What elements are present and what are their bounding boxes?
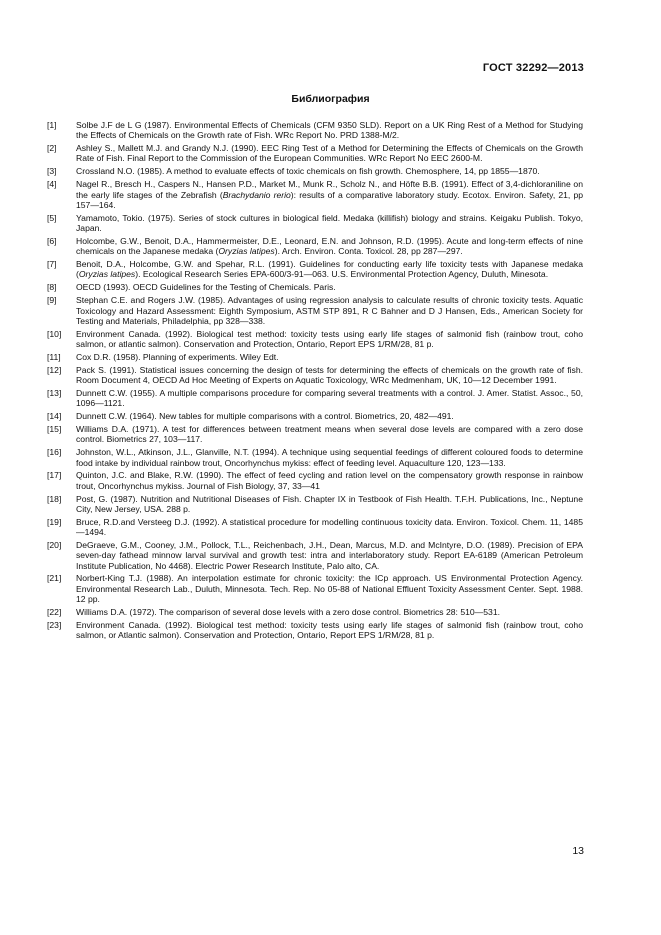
- reference-text: [76, 236, 583, 257]
- reference-item: [47, 447, 583, 468]
- reference-species-name: Oryzias latipes: [78, 269, 136, 280]
- reference-item: [47, 179, 583, 210]
- page-number: 13: [572, 845, 584, 857]
- reference-item: [47, 494, 583, 515]
- reference-number: [16]: [47, 447, 62, 458]
- reference-number: [3]: [47, 166, 57, 177]
- reference-text-segment: Post, G. (1987). Nutrition and Nutritional Diseases of Fish. Chapter IX in Testbook of Fish Health. T.F.H. Publications, Inc., Neptune City, New Jersey, USA. 288 p.: [76, 493, 583, 514]
- reference-text: [76, 352, 583, 362]
- reference-item: [47, 573, 583, 604]
- reference-text-segment: Holcombe, G.W., Benoit, D.A., Hammermeister, D.E., Leonard, E.N. and Johnson, R.D. (1995). Acute and long-term effects of nine chemicals on the Japanese medaka (: [76, 235, 583, 257]
- reference-number: [13]: [47, 387, 62, 398]
- reference-number: [9]: [47, 295, 57, 306]
- reference-text: [76, 447, 583, 468]
- reference-number: [21]: [47, 573, 62, 584]
- reference-text-segment: Environment Canada. (1992). Biological test method: toxicity tests using early life stages of salmonid fish (rainbow trout, coho salmon, or atlantic salmon). Conservation and Protection, Ontario, Report EPS 1/RM/28, 81 p.: [76, 328, 583, 349]
- reference-text: [76, 607, 583, 617]
- reference-text-segment: Benoit, D.A., Holcombe, G.W. and Spehar, R.L. (1991). Guidelines for conducting early life toxicity tests with Japanese medaka (: [76, 259, 583, 280]
- reference-text: [76, 143, 583, 164]
- bibliography-list: [47, 120, 583, 643]
- reference-item: [47, 295, 583, 326]
- reference-text: [76, 517, 583, 538]
- reference-number: [14]: [47, 411, 62, 422]
- reference-text: [76, 494, 583, 515]
- reference-text: [76, 540, 583, 571]
- reference-number: [6]: [47, 235, 57, 246]
- reference-item: [47, 411, 583, 421]
- section-title: Библиография: [291, 93, 370, 105]
- reference-text-segment: Bruce, R.D.and Versteeg D.J. (1992). A statistical procedure for modelling continuous toxicity data. Environ. Toxicol. Chem. 11, 1485—1494.: [76, 516, 583, 538]
- reference-number: [23]: [47, 619, 62, 630]
- reference-text: [76, 120, 583, 141]
- reference-text: [76, 573, 583, 604]
- reference-item: [47, 282, 583, 292]
- document-code: ГОСТ 32292—2013: [482, 62, 584, 74]
- reference-species-name: Brachydanio rerio: [222, 189, 291, 200]
- reference-text: [76, 259, 583, 280]
- reference-item: [47, 352, 583, 362]
- reference-text-segment: Williams D.A. (1972). The comparison of several dose levels with a zero dose control. Biometrics 28: 510—531.: [76, 606, 500, 617]
- reference-text: [76, 282, 583, 292]
- reference-item: [47, 365, 583, 386]
- reference-number: [7]: [47, 259, 57, 270]
- reference-text-segment: Dunnett C.W. (1964). New tables for multiple comparisons with a control. Biometrics, 20, 482—491.: [76, 411, 454, 422]
- reference-number: [19]: [47, 516, 62, 527]
- reference-item: [47, 236, 583, 257]
- reference-number: [17]: [47, 470, 62, 481]
- reference-number: [5]: [47, 212, 57, 223]
- reference-text: [76, 329, 583, 350]
- reference-text-segment: Stephan C.E. and Rogers J.W. (1985). Advantages of using regression analysis to calculate results of chronic toxicity tests. Aquatic Toxicology and Hazard Assessment: Eighth Symposium, ASTM STP 891, R C Bahner and D J Hansen, Eds., American Society for Testing and Materials, Philadelphia, pp 328—338.: [76, 295, 583, 326]
- reference-number: [22]: [47, 606, 62, 617]
- reference-text-segment: ). Arch. Environ. Conta. Toxicol. 28, pp 287—297.: [274, 246, 463, 257]
- reference-text: [76, 295, 583, 326]
- reference-text-segment: Environment Canada. (1992). Biological test method: toxicity tests using early life stages of salmonid fish (rainbow trout, coho salmon, or Atlantic salmon). Conservation and Protection, Ontario, Report EPS 1/RM/28, 81 p.: [76, 619, 583, 641]
- reference-item: [47, 424, 583, 445]
- reference-text: [76, 620, 583, 641]
- reference-text-segment: Ashley S., Mallett M.J. and Grandy N.J. (1990). EEC Ring Test of a Method for Determining the Effects of Chemicals on the Growth Rate of Fish. Final Report to the Commission of the European Communities. WRc Report No EEC 2600-M.: [76, 143, 583, 164]
- reference-item: [47, 388, 583, 409]
- reference-text-segment: Solbe J.F de L G (1987). Environmental Effects of Chemicals (CFM 9350 SLD). Report on a UK Ring Rest of a Method for Studying the Effects of Chemicals on the Growth rate of Fish. WRc Report No. PRD 1388-M/2.: [76, 120, 583, 141]
- reference-number: [20]: [47, 539, 62, 550]
- reference-item: [47, 166, 583, 176]
- reference-text: [76, 388, 583, 409]
- reference-item: [47, 213, 583, 234]
- reference-text-segment: Johnston, W.L., Atkinson, J.L., Glanville, N.T. (1994). A technique using sequential feedings of different coloured foods to determine food intake by individual rainbow trout, Oncorhynchus mykiss: effect of feeding level. Aquaculture 120, 123—133.: [76, 447, 583, 468]
- reference-text: [76, 365, 583, 386]
- reference-text-segment: Williams D.A. (1971). A test for differences between treatment means when several dose levels are compared with a zero dose control. Biometrics 27, 103—117.: [76, 424, 583, 445]
- reference-item: [47, 470, 583, 491]
- reference-item: [47, 143, 583, 164]
- reference-species-name: Oryzias latipes: [218, 246, 275, 257]
- reference-number: [12]: [47, 364, 62, 375]
- reference-text-segment: Norbert-King T.J. (1988). An interpolation estimate for chronic toxicity: the ICp approach. US Environmental Protection Agency. Environmental Research Lab., Duluth, Minnesota. Tech. Rep. No 05-88 of National Effluent Toxicity Assessment Center. Sept. 1988. 12 pp.: [76, 573, 583, 605]
- reference-text-segment: Quinton, J.C. and Blake, R.W. (1990). The effect of feed cycling and ration level on the compensatory growth response in rainbow trout, Oncorhynchus mykiss. Journal of Fish Biology, 37, 33—41: [76, 470, 583, 491]
- reference-text-segment: Dunnett C.W. (1955). A multiple comparisons procedure for comparing several treatments with a control. J. Amer. Statist. Assoc., 50, 1096—1121.: [76, 387, 583, 409]
- reference-text-segment: Pack S. (1991). Statistical issues concerning the design of tests for determining the effects of chemicals on the growth rate of fish. Room Document 4, OECD Ad Hoc Meeting of Experts on Aquatic Toxicology, WRc Medmenham, UK, 10—12 December 1991.: [76, 364, 583, 386]
- reference-number: [15]: [47, 424, 62, 435]
- reference-text: [76, 213, 583, 234]
- reference-text-segment: DeGraeve, G.M., Cooney, J.M., Pollock, T.L., Reichenbach, J.H., Dean, Marcus, M.D. and McIntyre, D.O. (1989). Precision of EPA seven-day fathead minnow larval survival and growth test: intra and interlaboratory study. Report EA-6189 (American Petroleum Institute Publication, No 4468). Electric Power Research Institute, Palo alto, CA.: [76, 539, 583, 571]
- reference-number: [8]: [47, 282, 57, 293]
- reference-number: [4]: [47, 179, 57, 190]
- reference-text-segment: ): results of a comparative laboratory study. Ecotox. Environ. Safety, 21, pp 157—164.: [76, 189, 583, 210]
- reference-text-segment: Nagel R., Bresch H., Caspers N., Hansen P.D., Market M., Munk R., Scholz N., and Höfte B.B. (1991). Effect of 3,4-dichloraniline on the early life stages of the Zebrafish (: [76, 179, 583, 200]
- reference-text: [76, 470, 583, 491]
- reference-number: [11]: [47, 351, 61, 362]
- reference-item: [47, 517, 583, 538]
- reference-number: [10]: [47, 328, 62, 339]
- reference-text: [76, 179, 583, 210]
- reference-text-segment: Cox D.R. (1958). Planning of experiments. Wiley Edt.: [76, 351, 279, 362]
- reference-text: [76, 166, 583, 176]
- reference-item: [47, 607, 583, 617]
- reference-item: [47, 620, 583, 641]
- reference-text: [76, 411, 583, 421]
- reference-text-segment: Crossland N.O. (1985). A method to evaluate effects of toxic chemicals on fish growth. Chemosphere, 14, pp 1855—1870.: [76, 166, 540, 177]
- reference-item: [47, 259, 583, 280]
- reference-item: [47, 540, 583, 571]
- reference-text: [76, 424, 583, 445]
- reference-text-segment: ). Ecological Research Series EPA-600/3-91—063. U.S. Environmental Protection Agency, Duluth, Minesota.: [135, 269, 549, 280]
- reference-text-segment: Yamamoto, Tokio. (1975). Series of stock cultures in biological field. Medaka (killifish) biology and strains. Keigaku Publish. Tokyo, Japan.: [76, 212, 583, 234]
- reference-item: [47, 329, 583, 350]
- reference-number: [18]: [47, 493, 62, 504]
- reference-text-segment: OECD (1993). OECD Guidelines for the Testing of Chemicals. Paris.: [76, 282, 336, 293]
- reference-number: [1]: [47, 120, 57, 130]
- reference-item: [47, 120, 583, 141]
- reference-number: [2]: [47, 143, 57, 154]
